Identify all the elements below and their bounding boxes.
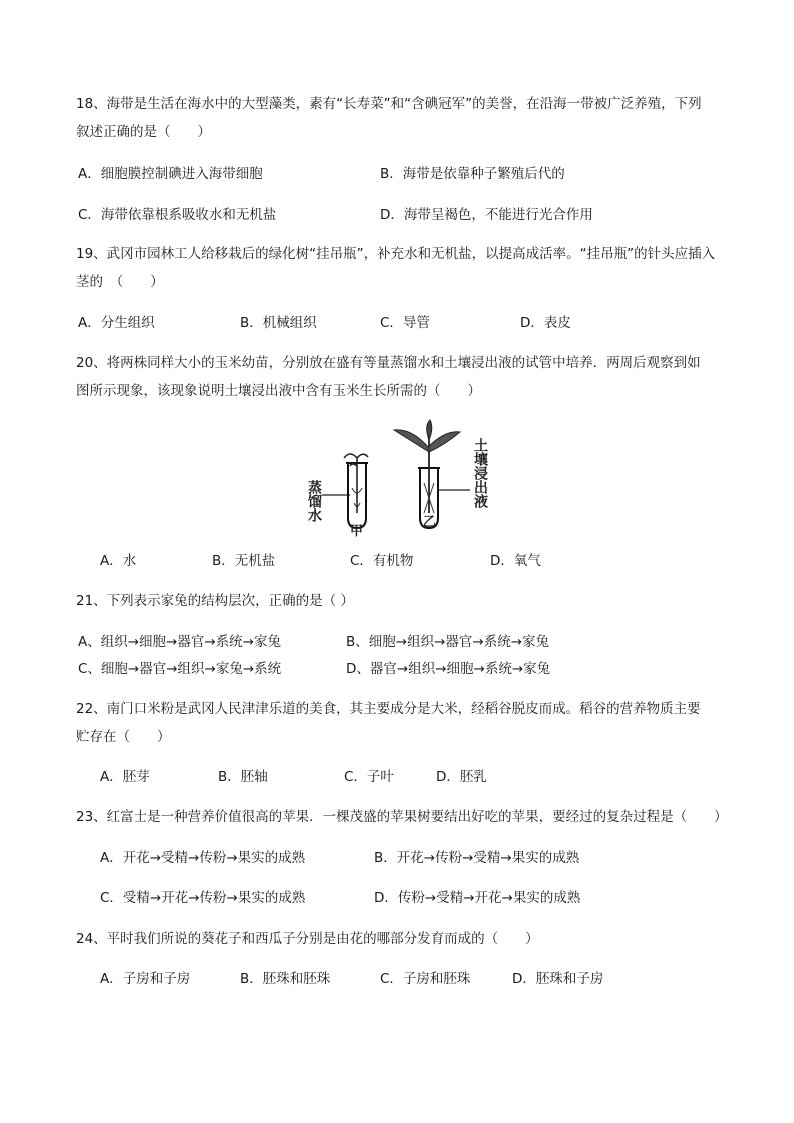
q20-option-c: C．有机物 — [350, 553, 414, 569]
q21-option-d: D、器官→组织→细胞→系统→家兔 — [346, 661, 551, 677]
q18-option-a: A．细胞膜控制碘进入海带细胞 — [78, 166, 263, 182]
tube-b-label: 乙 — [423, 515, 437, 530]
q18-stem-line2: 叙述正确的是（ ） — [76, 124, 211, 140]
q20-stem-line1: 20、将两株同样大小的玉米幼苗，分别放在盛有等量蒸馏水和土壤浸出液的试管中培养．两周后观察到如 — [76, 355, 701, 371]
distilled-water-label: 蒸馏水 — [306, 480, 322, 522]
q21-option-c: C、细胞→器官→组织→家兔→系统 — [78, 661, 282, 677]
q20-stem-line2: 图所示现象，该现象说明土壤浸出液中含有玉米生长所需的（ ） — [76, 383, 481, 399]
q19-stem-line1: 19、武冈市园林工人给移栽后的绿化树“挂吊瓶”，补充水和无机盐，以提高成活率。“挂吊瓶”的针头应插入 — [76, 246, 716, 262]
q19-option-a: A．分生组织 — [78, 315, 155, 331]
q20-option-a: A．水 — [100, 553, 137, 569]
q20-option-d: D．氧气 — [490, 553, 541, 569]
q22-option-d: D．胚乳 — [436, 769, 487, 785]
q23-option-a: A．开花→受精→传粉→果实的成熟 — [100, 850, 306, 866]
q23-stem-line1: 23、红富士是一种营养价值很高的苹果．一棵茂盛的苹果树要结出好吃的苹果，要经过的复杂过程是（ ） — [76, 809, 728, 825]
q19-option-d: D．表皮 — [520, 315, 571, 331]
tube-b-leaf-top — [427, 420, 432, 440]
tube-a-label: 甲 — [350, 524, 364, 538]
soil-extract-label: 土壤浸出液 — [472, 438, 488, 508]
q22-stem-line2: 贮存在（ ） — [76, 729, 171, 745]
q19-option-b: B．机械组织 — [240, 315, 317, 331]
tube-b-leaf-right — [429, 432, 460, 452]
q22-option-a: A．胚芽 — [100, 769, 150, 785]
q22-option-b: B．胚轴 — [218, 769, 268, 785]
q18-option-d: D．海带呈褐色，不能进行光合作用 — [380, 207, 593, 223]
q22-option-c: C．子叶 — [344, 769, 394, 785]
q18-option-c: C．海带依靠根系吸收水和无机盐 — [78, 207, 277, 223]
q23-option-d: D．传粉→受精→开花→果实的成熟 — [374, 890, 581, 906]
q24-option-d: D．胚珠和子房 — [512, 971, 604, 987]
q23-option-b: B．开花→传粉→受精→果实的成熟 — [374, 850, 580, 866]
q24-option-b: B．胚珠和胚珠 — [240, 971, 331, 987]
q24-option-a: A．子房和子房 — [100, 971, 191, 987]
q24-stem-line1: 24、平时我们所说的葵花子和西瓜子分别是由花的哪部分发育而成的（ ） — [76, 931, 539, 947]
q24-option-c: C．子房和胚珠 — [380, 971, 471, 987]
q21-option-b: B、细胞→组织→器官→系统→家兔 — [346, 634, 550, 650]
seedling-experiment-figure — [300, 418, 530, 538]
q23-option-c: C．受精→开花→传粉→果实的成熟 — [100, 890, 306, 906]
q22-stem-line1: 22、南门口米粉是武冈人民津津乐道的美食，其主要成分是大米，经稻谷脱皮而成。稻谷的营养物质主要 — [76, 701, 701, 717]
q18-option-b: B．海带是依靠种子繁殖后代的 — [380, 166, 565, 182]
q19-stem-line2: 茎的 （ ） — [76, 274, 164, 290]
q21-stem-line1: 21、下列表示家兔的结构层次，正确的是（ ） — [76, 593, 354, 609]
q18-stem-line1: 18、海带是生活在海水中的大型藻类，素有“长寿菜”和“含碘冠军”的美誉，在沿海一带被广泛养殖，下列 — [76, 96, 702, 112]
q21-option-a: A、组织→细胞→器官→系统→家兔 — [78, 634, 281, 650]
q19-option-c: C．导管 — [380, 315, 430, 331]
tube-b-leaf-left — [394, 430, 429, 452]
q20-option-b: B．无机盐 — [212, 553, 276, 569]
